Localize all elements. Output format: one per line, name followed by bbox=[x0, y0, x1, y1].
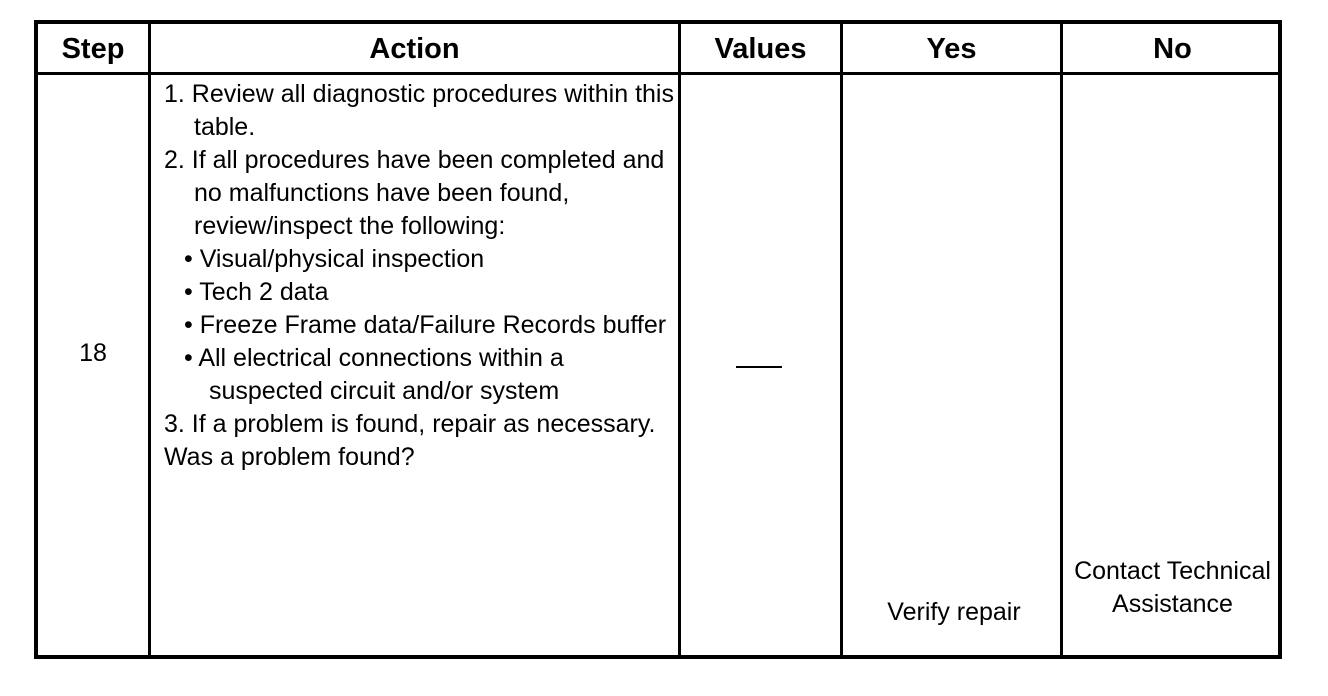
header-no: No bbox=[1153, 33, 1192, 65]
header-step: Step bbox=[61, 33, 125, 65]
column-divider bbox=[148, 24, 151, 655]
header-divider bbox=[38, 72, 1278, 75]
action-item-3: 3. If a problem is found, repair as necessary. bbox=[164, 410, 656, 438]
action-bullet: • All electrical connections within a suspected circuit and/or system bbox=[184, 344, 564, 405]
column-divider bbox=[678, 24, 681, 655]
header-action: Action bbox=[369, 33, 460, 65]
action-cell bbox=[164, 78, 674, 474]
action-bullet: • Visual/physical inspection bbox=[184, 245, 485, 273]
action-question: Was a problem found? bbox=[164, 443, 415, 471]
values-dash bbox=[736, 366, 782, 368]
no-result: Contact Technical Assistance bbox=[1074, 557, 1271, 618]
step-number: 18 bbox=[79, 339, 107, 367]
yes-result: Verify repair bbox=[887, 598, 1021, 626]
diagnostic-table bbox=[34, 20, 1282, 659]
action-item-2: 2. If all procedures have been completed and no malfunctions have been found, review/inspect the following: bbox=[164, 146, 665, 240]
action-bullet: • Freeze Frame data/Failure Records buffer bbox=[184, 311, 667, 339]
action-item-1: 1. Review all diagnostic procedures within this table. bbox=[164, 80, 674, 141]
header-values: Values bbox=[714, 33, 807, 65]
header-yes: Yes bbox=[926, 33, 977, 65]
column-divider bbox=[840, 24, 843, 655]
action-bullet: • Tech 2 data bbox=[184, 278, 329, 306]
